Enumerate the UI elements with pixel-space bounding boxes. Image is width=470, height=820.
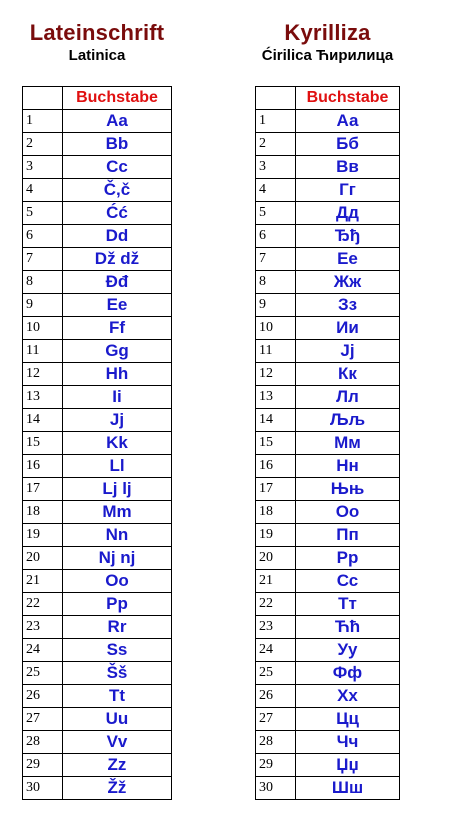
table-row <box>23 501 172 524</box>
cyrillic-row-letter: Фф <box>296 662 400 685</box>
table-row <box>23 685 172 708</box>
cyrillic-row-number: 5 <box>256 202 296 225</box>
cyrillic-row-letter: Шш <box>296 777 400 800</box>
latin-row-letter: Tt <box>63 685 172 708</box>
table-row <box>256 685 400 708</box>
latin-row-number: 29 <box>23 754 63 777</box>
cyrillic-row-number: 18 <box>256 501 296 524</box>
cyrillic-row-number: 14 <box>256 409 296 432</box>
table-row <box>23 593 172 616</box>
table-row <box>23 202 172 225</box>
latin-header-label: Buchstabe <box>63 87 172 110</box>
cyrillic-row-letter: Ее <box>296 248 400 271</box>
cyrillic-row-letter: Бб <box>296 133 400 156</box>
latin-row-number: 18 <box>23 501 63 524</box>
latin-row-number: 19 <box>23 524 63 547</box>
latin-column <box>22 0 172 797</box>
table-row <box>23 294 172 317</box>
cyrillic-row-number: 27 <box>256 708 296 731</box>
table-row <box>256 524 400 547</box>
table-row <box>23 754 172 777</box>
cyrillic-row-number: 26 <box>256 685 296 708</box>
latin-row-letter: Vv <box>63 731 172 754</box>
table-row <box>256 455 400 478</box>
cyrillic-row-letter: Њњ <box>296 478 400 501</box>
table-row <box>23 662 172 685</box>
latin-row-letter: Hh <box>63 363 172 386</box>
table-row <box>256 616 400 639</box>
latin-row-number: 27 <box>23 708 63 731</box>
table-row <box>256 294 400 317</box>
latin-row-number: 15 <box>23 432 63 455</box>
cyrillic-row-number: 12 <box>256 363 296 386</box>
table-row <box>256 501 400 524</box>
cyrillic-row-number: 3 <box>256 156 296 179</box>
table-row <box>23 317 172 340</box>
cyrillic-row-number: 2 <box>256 133 296 156</box>
cyrillic-row-number: 29 <box>256 754 296 777</box>
cyrillic-row-number: 30 <box>256 777 296 800</box>
cyrillic-row-number: 15 <box>256 432 296 455</box>
latin-row-letter: Pp <box>63 593 172 616</box>
latin-row-letter: Aa <box>63 110 172 133</box>
cyrillic-row-number: 9 <box>256 294 296 317</box>
latin-row-letter: Zz <box>63 754 172 777</box>
table-row <box>256 547 400 570</box>
table-row <box>256 110 400 133</box>
cyrillic-row-number: 20 <box>256 547 296 570</box>
cyrillic-row-number: 4 <box>256 179 296 202</box>
latin-row-number: 16 <box>23 455 63 478</box>
table-row <box>23 386 172 409</box>
table-row <box>256 478 400 501</box>
cyrillic-row-letter: Лл <box>296 386 400 409</box>
cyrillic-row-number: 17 <box>256 478 296 501</box>
cyrillic-row-letter: Тт <box>296 593 400 616</box>
cyrillic-row-number: 21 <box>256 570 296 593</box>
cyrillic-row-number: 1 <box>256 110 296 133</box>
latin-row-number: 14 <box>23 409 63 432</box>
cyrillic-row-number: 7 <box>256 248 296 271</box>
cyrillic-header-label: Buchstabe <box>296 87 400 110</box>
latin-row-letter: Gg <box>63 340 172 363</box>
cyrillic-header-number-cell <box>256 87 296 110</box>
latin-row-letter: Ii <box>63 386 172 409</box>
table-row <box>23 133 172 156</box>
cyrillic-alphabet-table <box>255 86 400 800</box>
cyrillic-row-letter: Љљ <box>296 409 400 432</box>
latin-row-number: 9 <box>23 294 63 317</box>
cyrillic-row-number: 13 <box>256 386 296 409</box>
latin-row-number: 10 <box>23 317 63 340</box>
table-row <box>256 754 400 777</box>
cyrillic-row-letter: Дд <box>296 202 400 225</box>
latin-header-number-cell <box>23 87 63 110</box>
table-row <box>256 179 400 202</box>
cyrillic-row-letter: Ћћ <box>296 616 400 639</box>
cyrillic-row-number: 23 <box>256 616 296 639</box>
latin-row-letter: Uu <box>63 708 172 731</box>
latin-row-letter: Ff <box>63 317 172 340</box>
latin-row-letter: Mm <box>63 501 172 524</box>
table-row <box>256 271 400 294</box>
table-row <box>23 639 172 662</box>
latin-subtitle: Latinica <box>68 47 126 64</box>
table-row <box>23 570 172 593</box>
latin-row-letter: Ee <box>63 294 172 317</box>
table-row <box>256 340 400 363</box>
table-row <box>256 386 400 409</box>
latin-row-letter: Jj <box>63 409 172 432</box>
latin-row-number: 20 <box>23 547 63 570</box>
table-row <box>23 616 172 639</box>
cyrillic-row-letter: Цц <box>296 708 400 731</box>
cyrillic-row-letter: Оо <box>296 501 400 524</box>
latin-row-letter: Lj lj <box>63 478 172 501</box>
latin-row-number: 22 <box>23 593 63 616</box>
cyrillic-row-letter: Кк <box>296 363 400 386</box>
latin-row-number: 13 <box>23 386 63 409</box>
table-row <box>23 478 172 501</box>
latin-row-number: 25 <box>23 662 63 685</box>
table-row <box>23 455 172 478</box>
cyrillic-row-number: 10 <box>256 317 296 340</box>
latin-row-number: 8 <box>23 271 63 294</box>
table-row <box>256 317 400 340</box>
cyrillic-row-letter: Хх <box>296 685 400 708</box>
cyrillic-row-number: 28 <box>256 731 296 754</box>
cyrillic-row-letter: Јј <box>296 340 400 363</box>
table-row <box>23 432 172 455</box>
latin-row-letter: Rr <box>63 616 172 639</box>
cyrillic-row-number: 16 <box>256 455 296 478</box>
table-row <box>256 639 400 662</box>
table-row <box>23 363 172 386</box>
latin-row-number: 7 <box>23 248 63 271</box>
latin-row-letter: Dd <box>63 225 172 248</box>
cyrillic-row-letter: Аа <box>296 110 400 133</box>
latin-row-letter: Ćć <box>63 202 172 225</box>
table-row <box>256 662 400 685</box>
latin-title: Lateinschrift <box>29 20 165 45</box>
cyrillic-row-letter: Џџ <box>296 754 400 777</box>
latin-row-letter: Žž <box>63 777 172 800</box>
table-row <box>23 225 172 248</box>
latin-row-number: 24 <box>23 639 63 662</box>
latin-row-number: 21 <box>23 570 63 593</box>
table-row <box>23 409 172 432</box>
cyrillic-row-letter: Рр <box>296 547 400 570</box>
latin-row-letter: Nj nj <box>63 547 172 570</box>
latin-row-number: 3 <box>23 156 63 179</box>
table-row <box>256 409 400 432</box>
latin-row-letter: Oo <box>63 570 172 593</box>
table-row <box>256 133 400 156</box>
latin-row-number: 17 <box>23 478 63 501</box>
table-row <box>256 156 400 179</box>
latin-row-letter: Kk <box>63 432 172 455</box>
latin-row-letter: Bb <box>63 133 172 156</box>
cyrillic-column <box>255 0 400 797</box>
table-row <box>23 777 172 800</box>
latin-alphabet-table <box>22 86 172 800</box>
table-row <box>23 110 172 133</box>
latin-row-number: 5 <box>23 202 63 225</box>
latin-row-number: 30 <box>23 777 63 800</box>
latin-row-letter: Nn <box>63 524 172 547</box>
table-row <box>23 340 172 363</box>
table-row <box>256 777 400 800</box>
table-row <box>256 432 400 455</box>
cyrillic-row-number: 6 <box>256 225 296 248</box>
latin-row-number: 6 <box>23 225 63 248</box>
cyrillic-row-number: 22 <box>256 593 296 616</box>
table-row <box>23 708 172 731</box>
cyrillic-row-number: 25 <box>256 662 296 685</box>
table-row <box>256 363 400 386</box>
table-row <box>23 248 172 271</box>
latin-row-letter: Đđ <box>63 271 172 294</box>
latin-row-letter: Ll <box>63 455 172 478</box>
table-row <box>256 708 400 731</box>
latin-row-number: 11 <box>23 340 63 363</box>
cyrillic-row-letter: Пп <box>296 524 400 547</box>
latin-header-row <box>23 87 172 110</box>
latin-row-number: 4 <box>23 179 63 202</box>
table-row <box>23 271 172 294</box>
table-row <box>23 179 172 202</box>
table-row <box>256 570 400 593</box>
latin-row-letter: Cc <box>63 156 172 179</box>
table-row <box>256 248 400 271</box>
cyrillic-row-letter: Мм <box>296 432 400 455</box>
cyrillic-row-letter: Сс <box>296 570 400 593</box>
latin-row-letter: Dž dž <box>63 248 172 271</box>
table-row <box>256 593 400 616</box>
cyrillic-row-letter: Гг <box>296 179 400 202</box>
latin-row-letter: Šš <box>63 662 172 685</box>
latin-row-number: 2 <box>23 133 63 156</box>
cyrillic-row-number: 19 <box>256 524 296 547</box>
table-row <box>23 156 172 179</box>
cyrillic-row-number: 8 <box>256 271 296 294</box>
latin-row-number: 12 <box>23 363 63 386</box>
latin-row-number: 26 <box>23 685 63 708</box>
table-row <box>256 202 400 225</box>
latin-row-number: 23 <box>23 616 63 639</box>
table-row <box>23 547 172 570</box>
latin-row-number: 1 <box>23 110 63 133</box>
cyrillic-row-letter: Жж <box>296 271 400 294</box>
latin-row-number: 28 <box>23 731 63 754</box>
latin-row-letter: Ss <box>63 639 172 662</box>
table-row <box>23 731 172 754</box>
cyrillic-row-number: 11 <box>256 340 296 363</box>
cyrillic-row-letter: Ии <box>296 317 400 340</box>
table-row <box>256 225 400 248</box>
cyrillic-header-row <box>256 87 400 110</box>
latin-row-letter: Č,č <box>63 179 172 202</box>
table-row <box>256 731 400 754</box>
cyrillic-row-letter: Чч <box>296 731 400 754</box>
cyrillic-row-letter: Вв <box>296 156 400 179</box>
cyrillic-title: Kyrilliza <box>284 20 371 45</box>
table-row <box>23 524 172 547</box>
cyrillic-row-letter: Зз <box>296 294 400 317</box>
cyrillic-row-letter: Ђђ <box>296 225 400 248</box>
cyrillic-subtitle: Ćirilica Ћирилица <box>261 47 394 64</box>
cyrillic-row-letter: Нн <box>296 455 400 478</box>
cyrillic-row-letter: Уу <box>296 639 400 662</box>
cyrillic-row-number: 24 <box>256 639 296 662</box>
